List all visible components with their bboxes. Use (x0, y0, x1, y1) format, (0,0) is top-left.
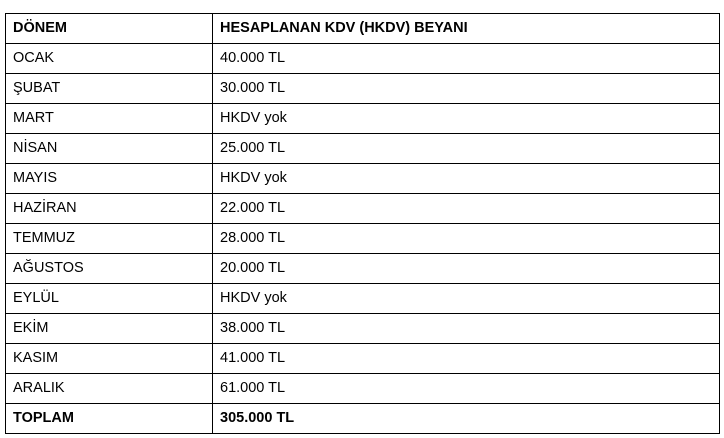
period-cell: MART (6, 104, 213, 134)
amount-cell: 22.000 TL (213, 194, 720, 224)
table-row (6, 194, 720, 224)
amount-cell: 20.000 TL (213, 254, 720, 284)
amount-cell: 61.000 TL (213, 374, 720, 404)
period-cell: ARALIK (6, 374, 213, 404)
period-cell: EKİM (6, 314, 213, 344)
amount-cell: 41.000 TL (213, 344, 720, 374)
kdv-declaration-table (5, 13, 720, 434)
table-row (6, 254, 720, 284)
period-cell: KASIM (6, 344, 213, 374)
table-row (6, 164, 720, 194)
table-header-row (6, 14, 720, 44)
header-calculated-vat: HESAPLANAN KDV (HKDV) BEYANI (213, 14, 720, 44)
table-row (6, 104, 720, 134)
table-row (6, 284, 720, 314)
period-cell: NİSAN (6, 134, 213, 164)
period-cell: OCAK (6, 44, 213, 74)
period-cell: MAYIS (6, 164, 213, 194)
amount-cell: HKDV yok (213, 104, 720, 134)
table-row (6, 134, 720, 164)
total-amount: 305.000 TL (213, 404, 720, 434)
amount-cell: 28.000 TL (213, 224, 720, 254)
amount-cell: 40.000 TL (213, 44, 720, 74)
table-row (6, 74, 720, 104)
table-row (6, 314, 720, 344)
total-row (6, 404, 720, 434)
amount-cell: HKDV yok (213, 164, 720, 194)
table-row (6, 44, 720, 74)
table-row (6, 224, 720, 254)
amount-cell: 38.000 TL (213, 314, 720, 344)
header-period: DÖNEM (6, 14, 213, 44)
period-cell: HAZİRAN (6, 194, 213, 224)
period-cell: AĞUSTOS (6, 254, 213, 284)
table-row (6, 374, 720, 404)
amount-cell: 25.000 TL (213, 134, 720, 164)
total-label: TOPLAM (6, 404, 213, 434)
amount-cell: HKDV yok (213, 284, 720, 314)
period-cell: TEMMUZ (6, 224, 213, 254)
period-cell: ŞUBAT (6, 74, 213, 104)
table-row (6, 344, 720, 374)
amount-cell: 30.000 TL (213, 74, 720, 104)
period-cell: EYLÜL (6, 284, 213, 314)
